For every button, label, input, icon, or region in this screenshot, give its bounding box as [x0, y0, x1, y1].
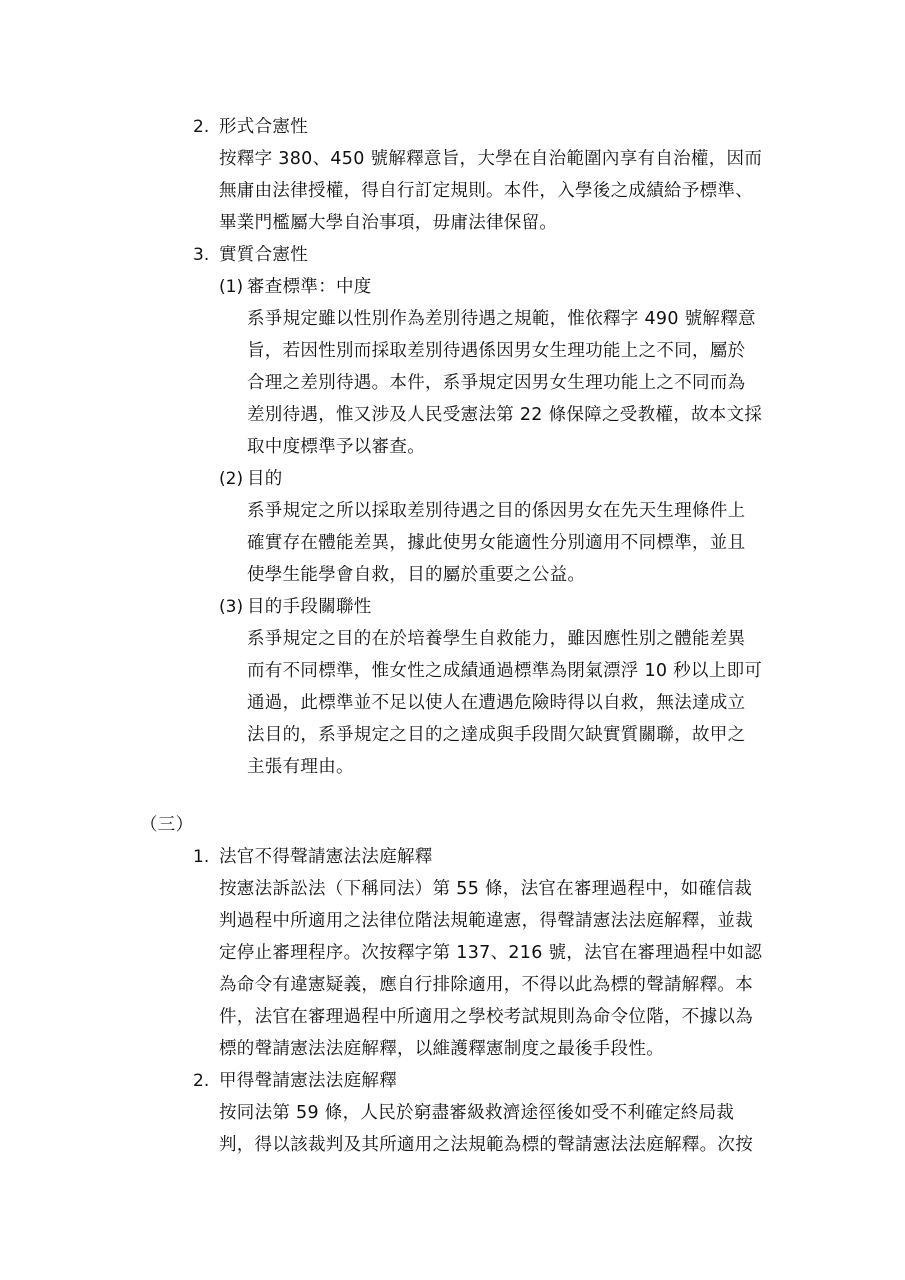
subitem-number: (2) [219, 469, 244, 489]
item-number: 2. [193, 117, 210, 137]
section-heading: 形式合憲性 [219, 117, 308, 137]
subitem-number: (3) [219, 597, 244, 617]
paragraph-line: 判，得以該裁判及其所適用之法規範為標的聲請憲法法庭解釋。次按 [219, 1135, 753, 1155]
paragraph-line: 系爭規定之所以採取差別待遇之目的係因男女在先天生理條件上 [247, 501, 746, 521]
paragraph-line: 主張有理由。 [247, 757, 354, 777]
paragraph-line: 為命令有違憲疑義，應自行排除適用，不得以此為標的聲請解釋。本 [219, 975, 753, 995]
paragraph-line: 按釋字 380、450 號解釋意旨，大學在自治範圍內享有自治權，因而 [219, 149, 763, 169]
paragraph-line: 系爭規定雖以性別作為差別待遇之規範，惟依釋字 490 號解釋意 [247, 309, 756, 329]
paragraph-line: 系爭規定之目的在於培養學生自救能力，雖因應性別之體能差異 [247, 629, 746, 649]
paragraph-line: 無庸由法律授權，得自行訂定規則。本件，入學後之成績給予標準、 [219, 181, 753, 201]
paragraph-line: 判過程中所適用之法律位階法規範違憲，得聲請憲法法庭解釋，並裁 [219, 911, 753, 931]
item-number: 3. [193, 245, 210, 265]
paragraph-line: 旨，若因性別而採取差別待遇係因男女生理功能上之不同，屬於 [247, 341, 746, 361]
paragraph-line: 按同法第 59 條，人民於窮盡審級救濟途徑後如受不利確定終局裁 [219, 1103, 735, 1123]
paragraph-line: 按憲法訴訟法（下稱同法）第 55 條，法官在審理過程中，如確信裁 [219, 879, 752, 899]
paragraph-line: 通過，此標準並不足以使人在遭遇危險時得以自救，無法達成立 [247, 693, 746, 713]
paragraph-line: 確實存在體能差異，據此使男女能適性分別適用不同標準，並且 [247, 533, 746, 553]
subitem-number: (1) [219, 277, 244, 297]
paragraph-line: 差別待遇，惟又涉及人民受憲法第 22 條保障之受教權，故本文採 [247, 405, 763, 425]
paragraph-line: 件，法官在審理過程中所適用之學校考試規則為命令位階，不據以為 [219, 1007, 753, 1027]
section-heading: 法官不得聲請憲法法庭解釋 [219, 847, 433, 867]
section-heading: 實質合憲性 [219, 245, 308, 265]
item-number: 2. [193, 1071, 210, 1091]
subsection-heading: 審查標準：中度 [247, 277, 372, 297]
paragraph-line: 取中度標準予以審查。 [247, 437, 425, 457]
paragraph-line: 定停止審理程序。次按釋字第 137、216 號，法官在審理過程中如認 [219, 943, 763, 963]
paragraph-line: 而有不同標準，惟女性之成績通過標準為閉氣漂浮 10 秒以上即可 [247, 661, 763, 681]
paragraph-line: 合理之差別待遇。本件，系爭規定因男女生理功能上之不同而為 [247, 373, 746, 393]
item-number: 1. [193, 847, 210, 867]
paragraph-line: 使學生能學會自救，目的屬於重要之公益。 [247, 565, 586, 585]
section-heading: 甲得聲請憲法法庭解釋 [219, 1071, 397, 1091]
part-heading: （三） [140, 815, 194, 835]
subsection-heading: 目的手段關聯性 [247, 597, 372, 617]
paragraph-line: 畢業門檻屬大學自治事項，毋庸法律保留。 [219, 213, 558, 233]
paragraph-line: 法目的，系爭規定之目的之達成與手段間欠缺實質關聯，故甲之 [247, 725, 746, 745]
subsection-heading: 目的 [247, 469, 283, 489]
paragraph-line: 標的聲請憲法法庭解釋，以維護釋憲制度之最後手段性。 [219, 1039, 664, 1059]
